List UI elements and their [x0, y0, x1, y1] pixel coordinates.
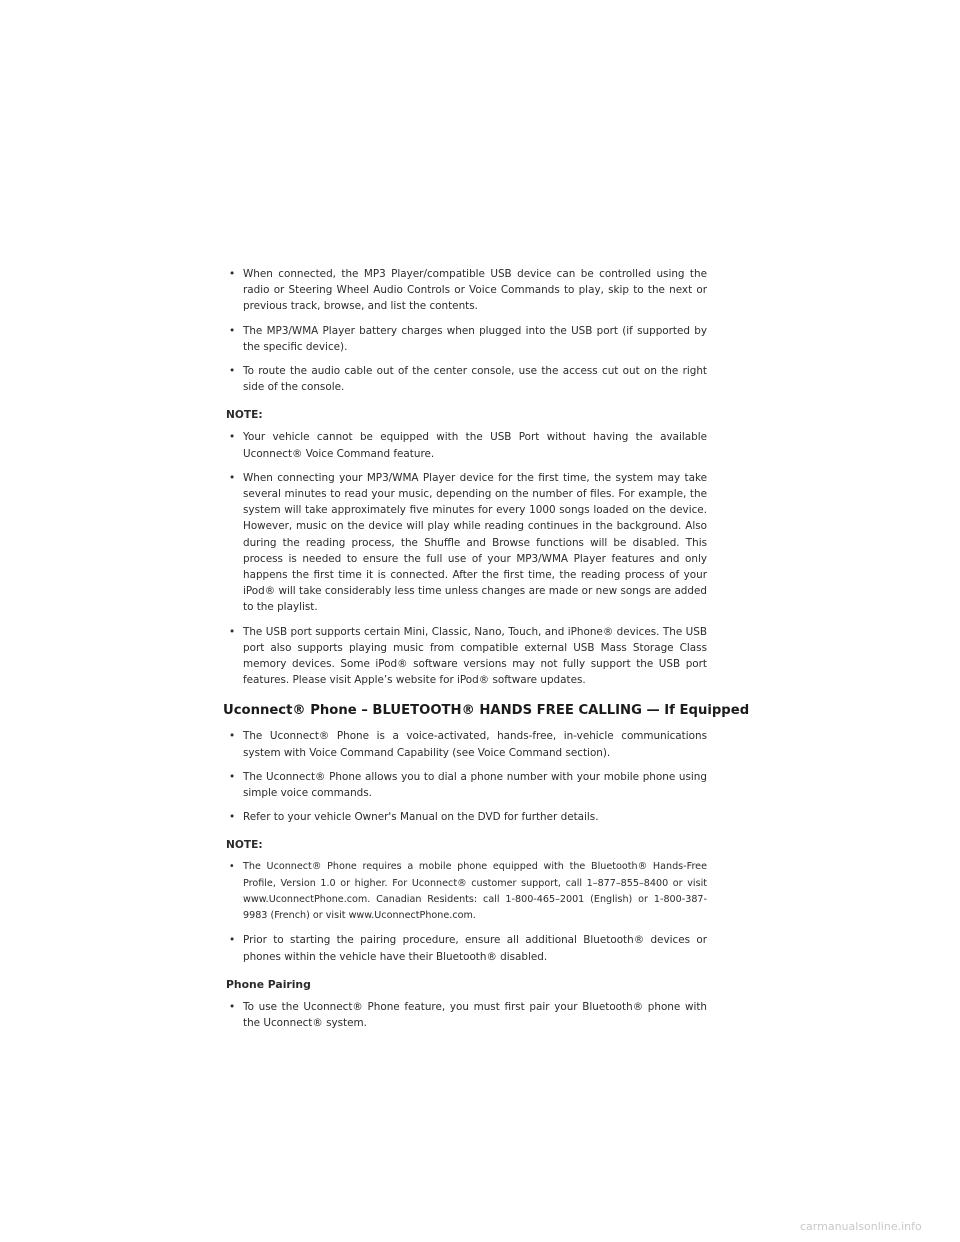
list-item: • Your vehicle cannot be equipped with the USB Port without having the available Uconnect® Voice Command feature. [229, 431, 707, 460]
list-item: • The Uconnect® Phone requires a mobile phone equipped with the Bluetooth® Hands-Free Profile, Version 1.0 or higher. For Uconnect® customer support, call 1–877–855–8400 or visit www.UconnectPhone.com. Canadian Residents: call 1-800-465–2001 (English) or 1-800-387-9983 (French) or visit www.UconnectPhone.com. [229, 861, 707, 922]
bullet-icon: • [229, 811, 236, 824]
bullet-icon: • [229, 324, 236, 337]
bullet-icon: • [229, 625, 236, 638]
list-item: • The Uconnect® Phone allows you to dial a phone number with your mobile phone using simple voice commands. [229, 770, 707, 800]
phone-info-list [226, 728, 707, 825]
list-item: • When connecting your MP3/WMA Player device for the first time, the system may take several minutes to read your music, depending on the number of files. For example, the system will take approximately five minutes for every 1000 songs loaded on the device. However, music on the device will play while reading continues in the background. Also during the reading process, the Shuffle and Browse functions will be disabled. This process is needed to ensure the full use of your MP3/WMA Player features and only happens the first time it is connected. After the first time, the reading process of your iPod® will take considerably less time unless changes are made or new songs are added to the playlist. [229, 471, 707, 614]
note-label: NOTE: [226, 839, 263, 852]
list-item: • The Uconnect® Phone is a voice-activated, hands-free, in-vehicle communications system with Voice Command Capability (see Voice Command section). [229, 730, 707, 759]
list-item: • To use the Uconnect® Phone feature, you must first pair your Bluetooth® phone with the Uconnect® system. [229, 1000, 707, 1029]
subsection-heading: Phone Pairing [226, 977, 311, 991]
bullet-icon: • [229, 431, 236, 444]
bullet-icon: • [229, 770, 236, 783]
list-item: • To route the audio cable out of the center console, use the access cut out on the right side of the console. [229, 365, 707, 394]
bullet-icon: • [229, 471, 236, 484]
list-item: • Refer to your vehicle Owner's Manual on the DVD for further details. [226, 809, 707, 825]
list-item: • Prior to starting the pairing procedure, ensure all additional Bluetooth® devices or phones within the vehicle have their Bluetooth® disabled. [229, 934, 707, 963]
usb-note-list [226, 429, 707, 688]
bullet-icon: • [229, 1000, 236, 1013]
bullet-icon: • [229, 934, 236, 947]
usb-info-list [226, 266, 707, 395]
bullet-icon: • [229, 861, 235, 873]
manual-page-content [223, 266, 750, 1039]
phone-note-list [226, 859, 707, 964]
bullet-icon: • [229, 268, 236, 280]
note-label: NOTE: [226, 409, 263, 422]
pairing-list [226, 999, 707, 1031]
list-item: • When connected, the MP3 Player/compatible USB device can be controlled using the radio or Steering Wheel Audio Controls or Voice Commands to play, skip to the next or previous track, browse, and list the contents. [229, 268, 707, 313]
bullet-icon: • [229, 365, 236, 378]
section-heading: Uconnect® Phone – BLUETOOTH® HANDS FREE CALLING — If Equipped [223, 703, 750, 719]
watermark: carmanualsonline.info [800, 1220, 922, 1233]
list-item: • The USB port supports certain Mini, Classic, Nano, Touch, and iPhone® devices. The USB port also supports playing music from compatible external USB Mass Storage Class memory devices. Some iPod® software versions may not fully support the USB port features. Please visit Apple’s website for iPod® software updates. [229, 625, 707, 687]
list-item: • The MP3/WMA Player battery charges when plugged into the USB port (if supported by the specific device). [229, 324, 707, 353]
bullet-icon: • [229, 730, 236, 743]
